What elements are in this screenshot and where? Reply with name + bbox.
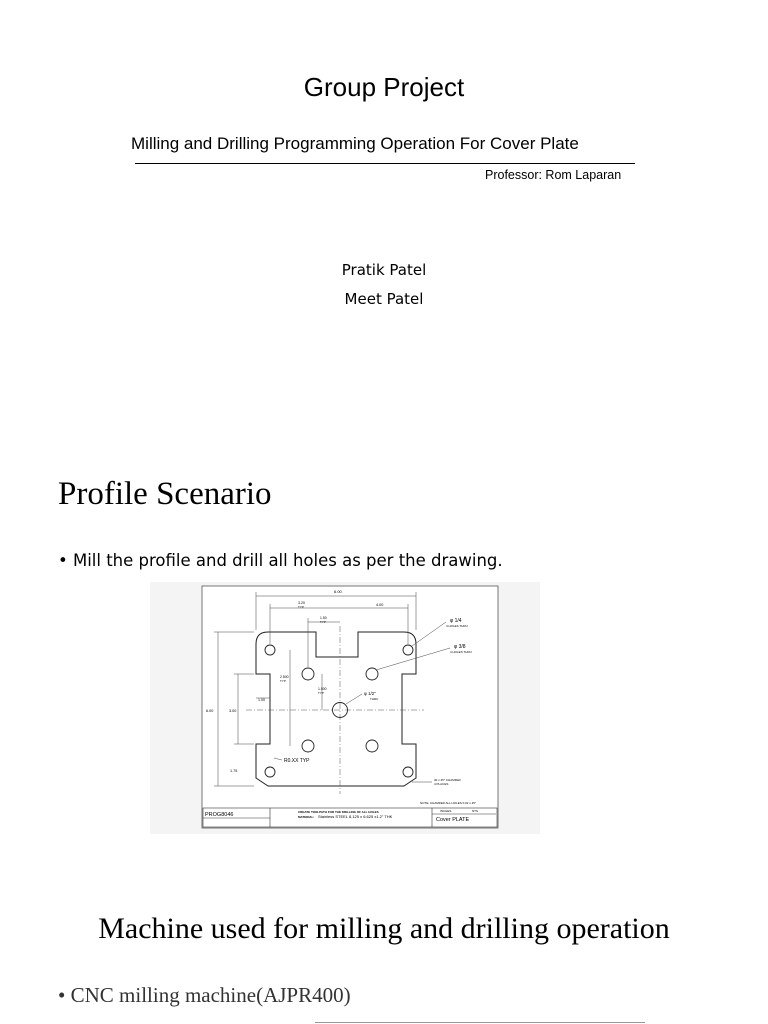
dim-left-offset-note: TYP xyxy=(298,605,304,609)
author-name: Meet Patel xyxy=(344,290,424,308)
drawing-instruction: CREATE TOOLPATH FOR THE DRILLING OF ALL HOLES xyxy=(298,810,379,814)
dim-inner-height: 3.00 xyxy=(229,709,237,713)
professor-name: Professor: Rom Laparan xyxy=(485,168,622,182)
dim-mid-height: 1.500 xyxy=(318,687,327,691)
group-project-title: Group Project xyxy=(303,72,465,102)
material-spec: Stainless STEEL 8.125 x 6.625 x1.2" THK xyxy=(318,814,393,819)
profile-scenario-bullet: • Mill the profile and drill all holes as per the drawing. xyxy=(58,551,503,570)
dim-overall-width: 6.00 xyxy=(334,589,342,594)
hole-quarter-note: 4 HOLES THRU xyxy=(446,624,468,628)
hole-three-eighth-note: 4 HOLES THRU xyxy=(450,650,472,654)
hole-quarter-callout: φ 1/4 xyxy=(450,618,462,624)
material-label: MATERIAL: xyxy=(298,815,315,819)
profile-scenario-title: Profile Scenario xyxy=(58,476,272,512)
program-code: PROG8046 xyxy=(205,812,234,818)
chamfer-note: 30 x 45° CHAMFER xyxy=(434,778,461,782)
dim-left-offset: 3.20 xyxy=(298,601,305,605)
scale-label: NTS xyxy=(472,809,478,813)
machine-section-title: Machine used for milling and drilling operation xyxy=(98,912,670,945)
dim-center-offset: 1.50 xyxy=(320,616,327,620)
hole-half-callout: φ 1/2" xyxy=(364,691,376,696)
dim-slot-height-note: TYP xyxy=(280,679,286,683)
bottom-divider xyxy=(315,1022,645,1023)
dim-mid-height-note: TYP xyxy=(318,691,324,695)
machine-bullet: • CNC milling machine(AJPR400) xyxy=(58,983,351,1007)
project-subtitle: Milling and Drilling Programming Operation For Cover Plate xyxy=(131,134,579,153)
dim-slot-height: 2.500 xyxy=(280,675,289,679)
subtitle-divider xyxy=(135,163,635,164)
radius-note: R0.XX TYP xyxy=(284,758,310,764)
author-name: Pratik Patel xyxy=(341,261,427,279)
cover-plate-drawing xyxy=(150,582,540,834)
dim-overall-height: 6.00 xyxy=(206,709,214,713)
hole-half-note: THRU xyxy=(370,697,379,701)
part-name: Cover PLATE xyxy=(436,817,470,823)
chamfer-places: 4 PLACES xyxy=(434,782,449,786)
dim-right-offset: 4.00 xyxy=(376,603,384,607)
units-label: INCHES xyxy=(440,809,452,813)
chamfer-all-note: NOTE: CHAMFER ALL HOLES 0.02 x 45° xyxy=(420,801,477,805)
dim-bottom: 1.75 xyxy=(230,769,238,773)
hole-three-eighth-callout: φ 3/8 xyxy=(454,644,466,650)
dim-center-offset-note: TYP xyxy=(320,620,326,624)
dim-slot-width: 1.00 xyxy=(258,698,265,702)
